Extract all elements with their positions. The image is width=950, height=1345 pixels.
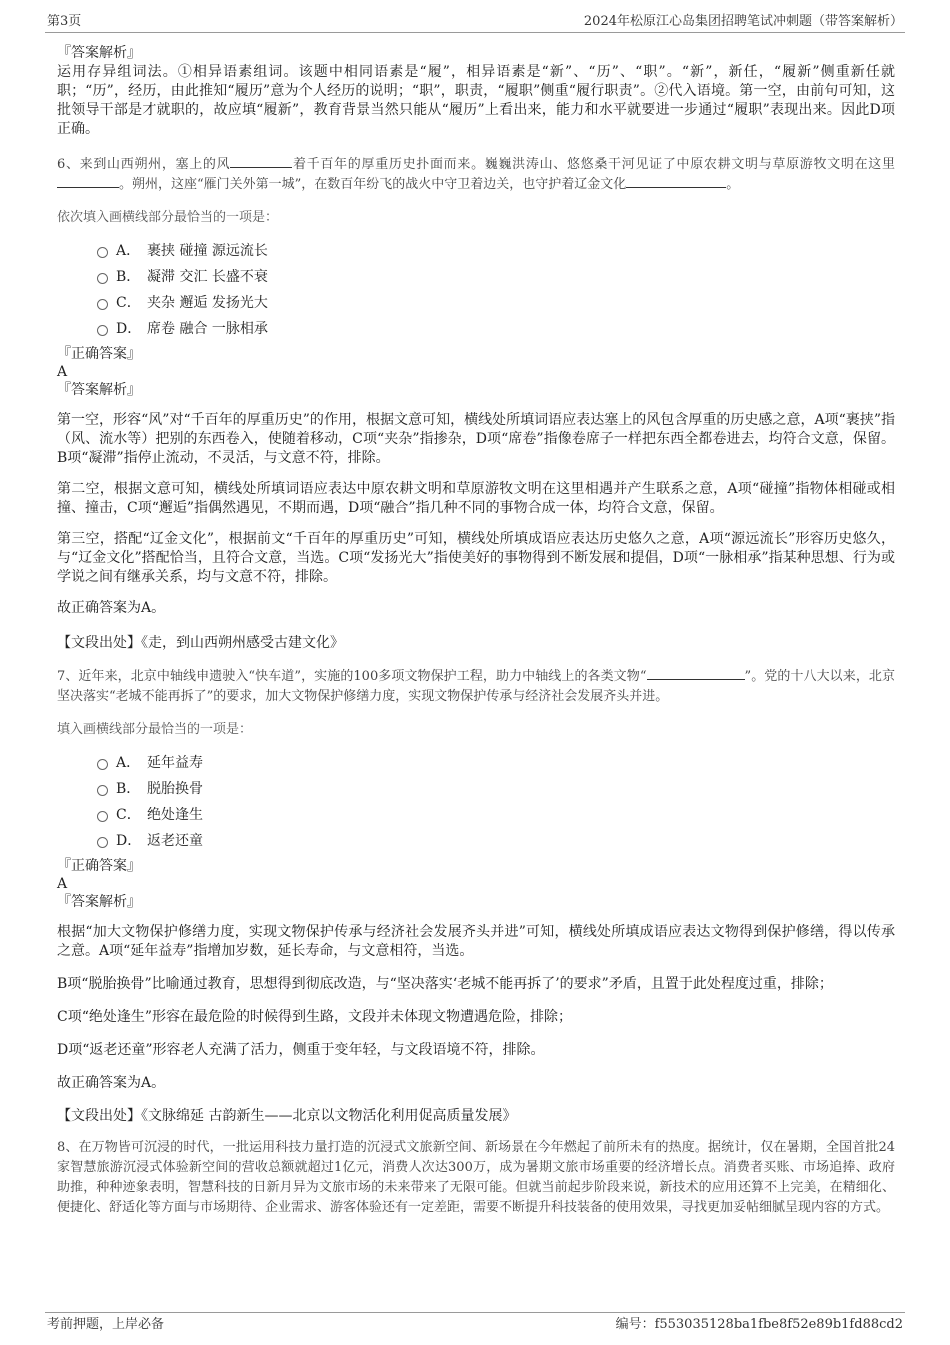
blank <box>230 155 292 168</box>
radio-icon[interactable] <box>97 273 108 284</box>
q7-options <box>97 749 895 853</box>
q7-analysis-para: B项“脱胎换骨”比喻通过教育，思想得到彻底改造，与“坚决落实‘老城不能再拆了’的要求”矛盾，且置于此处程度过重，排除； <box>57 976 833 992</box>
radio-icon[interactable] <box>97 325 108 336</box>
radio-icon[interactable] <box>97 811 108 822</box>
q6-analysis-label: 『答案解析』 <box>57 382 141 398</box>
q7-analysis-para: C项“绝处逢生”形容在最危险的时候得到生路，文段并未体现文物遭遇危险，排除； <box>57 1009 573 1025</box>
footer-slogan: 考前押题，上岸必备 <box>47 1317 165 1332</box>
q7-analysis-label: 『答案解析』 <box>57 894 141 910</box>
q7-correct-answer: A <box>57 876 68 892</box>
blank <box>647 667 745 680</box>
q6-analysis-para: 第一空，形容“风”对“千百年的厚重历史”的作用，根据文意可知，横线处所填词语应表达塞上的风包含厚重的历史感之意，A项“裹挟”指（风、流水等）把别的东西卷入，使随着移动，C项“夹杂”指掺杂，D项“席卷”指像卷席子一样把东西全都卷进去，均符合文意，保留。B项“凝滞”指停止流动，不灵活，与文意不符，排除。 <box>57 412 895 466</box>
document-title: 2024年松原江心岛集团招聘笔试冲刺题（带答案解析） <box>583 14 903 29</box>
radio-icon[interactable] <box>97 299 108 310</box>
q7-option-b[interactable]: B． 脱胎换骨 <box>97 775 895 801</box>
radio-icon[interactable] <box>97 785 108 796</box>
q6-analysis-para: 第三空，搭配“辽金文化”，根据前文“千百年的厚重历史”可知，横线处所填成语应表达历史悠久之意，A项“源远流长”形容历史悠久，与“辽金文化”搭配恰当，且符合文意，当选。C项“发扬光大”指使美好的事物得到不断发展和提倡，D项“一脉相承”指某种思想、行为或学说之间有继承关系，均与文意不符，排除。 <box>57 531 895 585</box>
q7-stem: 7、近年来，北京中轴线申遗驶入“快车道”，实施的100多项文物保护工程，助力中轴线上的各类文物“ ”。党的十八大以来，北京坚决落实“老城不能再拆了”的要求，加大文物保护修缮力度，实现文物保护传承与经济社会发展齐头并进。 <box>57 669 895 704</box>
q7-option-a[interactable]: A． 延年益寿 <box>97 749 895 775</box>
q8-stem: 8、在万物皆可沉浸的时代，一批运用科技力量打造的沉浸式文旅新空间、新场景在今年燃起了前所未有的热度。据统计，仅在暑期，全国首批24家智慧旅游沉浸式体验新空间的营收总额就超过1亿元，消费人次达300万，成为暑期文旅市场重要的经济增长点。消费者买账、市场追捧、政府助推，种种迹象表明，智慧科技的日新月异为文旅市场的未来带来了无限可能。但就当前起步阶段来说，新技术的应用还算不上完美，在精细化、便捷化、舒适化等方面与市场期待、企业需求、游客体验还有一定差距，需要不断提升科技装备的使用效果，寻找更加妥帖细腻呈现内容的方式。 <box>57 1140 895 1215</box>
q6-analysis-para: 第二空，根据文意可知，横线处所填词语应表达中原农耕文明和草原游牧文明在这里相遇并产生联系之意，A项“碰撞”指物体相碰或相撞、撞击，C项“邂逅”指偶然遇见，不期而遇，D项“融合”指几种不同的事物合成一体，均符合文意，保留。 <box>57 481 895 516</box>
page-footer <box>45 1312 905 1335</box>
q6-source: 【文段出处】《走，到山西朔州感受古建文化》 <box>57 635 344 651</box>
radio-icon[interactable] <box>97 759 108 770</box>
radio-icon[interactable] <box>97 837 108 848</box>
q7-option-d[interactable]: D． 返老还童 <box>97 827 895 853</box>
q7-correct-label: 『正确答案』 <box>57 858 141 874</box>
q7-analysis-para: D项“返老还童”形容老人充满了活力，侧重于变年轻，与文段语境不符，排除。 <box>57 1042 545 1058</box>
q6-prompt: 依次填入画横线部分最恰当的一项是： <box>57 210 279 225</box>
document-code: 编号：f553035128ba1fbe8f52e89b1fd88cd2 <box>615 1317 903 1332</box>
q7-conclusion: 故正确答案为A。 <box>57 1075 166 1091</box>
q6-stem: 6、来到山西朔州，塞上的风 着千百年的厚重历史扑面而来。巍巍洪涛山、悠悠桑干河见证了中原农耕文明与草原游牧文明在这里。朔州，这座“雁门关外第一城”，在数百年纷飞的战火中守卫着边关，也守护着辽金文化 。 <box>57 157 895 192</box>
q7-prompt: 填入画横线部分最恰当的一项是： <box>57 722 253 737</box>
q6-correct-answer: A <box>57 364 68 380</box>
q6-option-c[interactable]: C． 夹杂 邂逅 发扬光大 <box>97 289 895 315</box>
radio-icon[interactable] <box>97 247 108 258</box>
q5-analysis-text: 运用存异组词法。①相异语素组词。该题中相同语素是“履”，相异语素是“新”、“历”、“职”。“新”，新任，“履新”侧重新任就职；“历”，经历，由此推知“履历”意为个人经历的说明；“职”，职责，“履职”侧重“履行职责”。②代入语境。第一空，由前句可知，这批领导干部是才就职的，故应填“履新”，教育背景当然只能从“履历”上看出来，能力和水平就要进一步通过“履职”表现出来。因此D项正确。 <box>57 64 895 137</box>
q5-analysis-label: 『答案解析』 <box>57 45 141 61</box>
page-header <box>45 10 905 33</box>
q6-conclusion: 故正确答案为A。 <box>57 600 166 616</box>
q7-option-c[interactable]: C． 绝处逢生 <box>97 801 895 827</box>
q6-option-d[interactable]: D． 席卷 融合 一脉相承 <box>97 315 895 341</box>
blank <box>57 175 119 188</box>
q7-source: 【文段出处】《文脉绵延 古韵新生——北京以文物活化利用促高质量发展》 <box>57 1108 517 1124</box>
q6-option-b[interactable]: B． 凝滞 交汇 长盛不衰 <box>97 263 895 289</box>
blank <box>626 175 726 188</box>
page-number: 第3页 <box>47 14 82 29</box>
page-content <box>57 44 895 1218</box>
q6-options <box>97 237 895 341</box>
q6-option-a[interactable]: A． 裹挟 碰撞 源远流长 <box>97 237 895 263</box>
q6-correct-label: 『正确答案』 <box>57 346 141 362</box>
q7-analysis-para: 根据“加大文物保护修缮力度，实现文物保护传承与经济社会发展齐头并进”可知，横线处所填成语应表达文物得到保护修缮，得以传承之意。A项“延年益寿”指增加岁数，延长寿命，与文意相符，当选。 <box>57 924 895 959</box>
